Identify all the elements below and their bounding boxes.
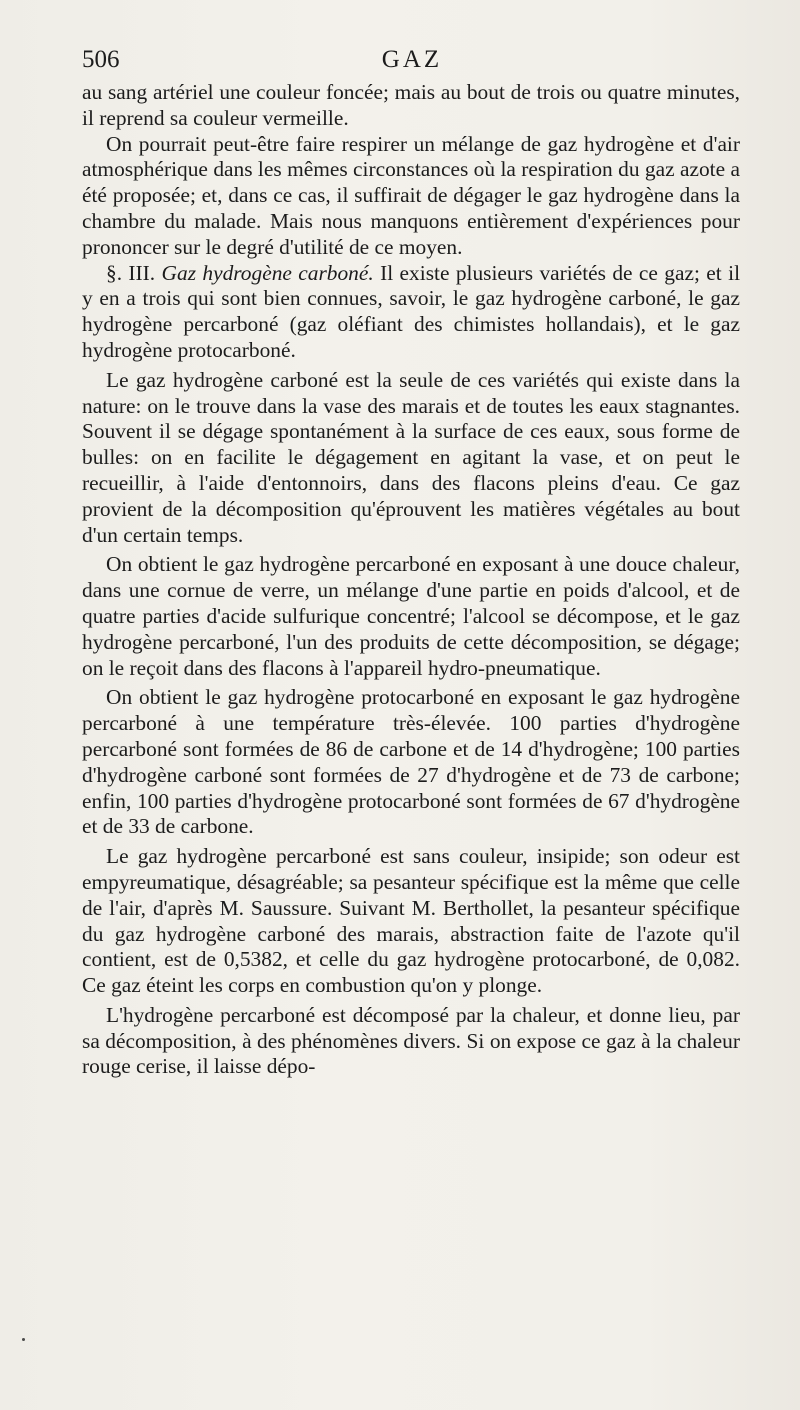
body-text xyxy=(82,80,740,1080)
ink-speck xyxy=(22,1338,25,1341)
paragraph-continuation: au sang artériel une couleur foncée; mais au bout de trois ou quatre minutes, il reprend sa couleur vermeille. xyxy=(82,80,740,130)
running-head: GAZ xyxy=(381,46,443,73)
section-title: Gaz hydrogène carboné. xyxy=(161,260,374,285)
section-paragraph xyxy=(82,261,740,364)
page-number: 506 xyxy=(82,46,120,73)
paragraph: On obtient le gaz hydrogène protocarboné en exposant le gaz hydrogène percarboné à une température très-élevée. 100 parties d'hydrogène percarboné sont formées de 86 de carbone et de 14 d'hydrogène; 100 parties d'hydrogène carboné sont formées de 27 d'hydrogène et de 73 de carbone; enfin, 100 parties d'hydrogène protocarboné sont formées de 67 d'hydrogène et de 33 de carbone. xyxy=(82,685,740,839)
paragraph: On obtient le gaz hydrogène percarboné en exposant à une douce chaleur, dans une cornue de verre, un mélange d'une partie en poids d'alcool, et de quatre parties d'acide sulfurique concentré; l'alcool se décompose, et le gaz hydrogène percarboné, l'un des produits de cette décomposition, se dégage; on le reçoit dans des flacons à l'appareil hydro-pneumatique. xyxy=(82,552,740,680)
page-header xyxy=(82,46,742,76)
paragraph: On pourrait peut-être faire respirer un mélange de gaz hydrogène et d'air atmosphérique dans les mêmes circonstances où la respiration du gaz azote a été proposée; et, dans ce cas, il suffirait de dégager le gaz hydrogène dans la chambre du malade. Mais nous manquons entièrement d'expériences pour prononcer sur le degré d'utilité de ce moyen. xyxy=(82,131,740,259)
paragraph: L'hydrogène percarboné est décomposé par la chaleur, et donne lieu, par sa décomposition, à des phénomènes divers. Si on expose ce gaz à la chaleur rouge cerise, il laisse dépo- xyxy=(82,1002,740,1079)
section-number: §. III. xyxy=(106,260,156,285)
paragraph: Le gaz hydrogène percarboné est sans couleur, insipide; son odeur est empyreumatique, désagréable; sa pesanteur spécifique est la même que celle de l'air, d'après M. Saussure. Suivant M. Berthollet, la pesanteur spécifique du gaz hydrogène carboné des marais, abstraction faite de l'azote qu'il contient, est de 0,5382, et celle du gaz hydrogène protocarboné, de 0,082. Ce gaz éteint les corps en combustion qu'on y plonge. xyxy=(82,844,740,998)
section-text: Il existe plusieurs variétés de ce gaz; et il y en a trois qui sont bien connues, savoir, le gaz hydrogène carboné, le gaz hydrogène percarboné (gaz oléfiant des chimistes hollandais), et le gaz hydrogène protocarboné. xyxy=(82,260,741,362)
paragraph: Le gaz hydrogène carboné est la seule de ces variétés qui existe dans la nature: on le trouve dans la vase des marais et de toutes les eaux stagnantes. Souvent il se dégage spontanément à la surface de ces eaux, sous forme de bulles: on en facilite le dégagement en agitant la vase, et on peut le recueillir, à l'aide d'entonnoirs, dans des flacons pleins d'eau. Ce gaz provient de la décomposition qu'éprouvent les matières végétales au bout d'un certain temps. xyxy=(82,367,740,547)
